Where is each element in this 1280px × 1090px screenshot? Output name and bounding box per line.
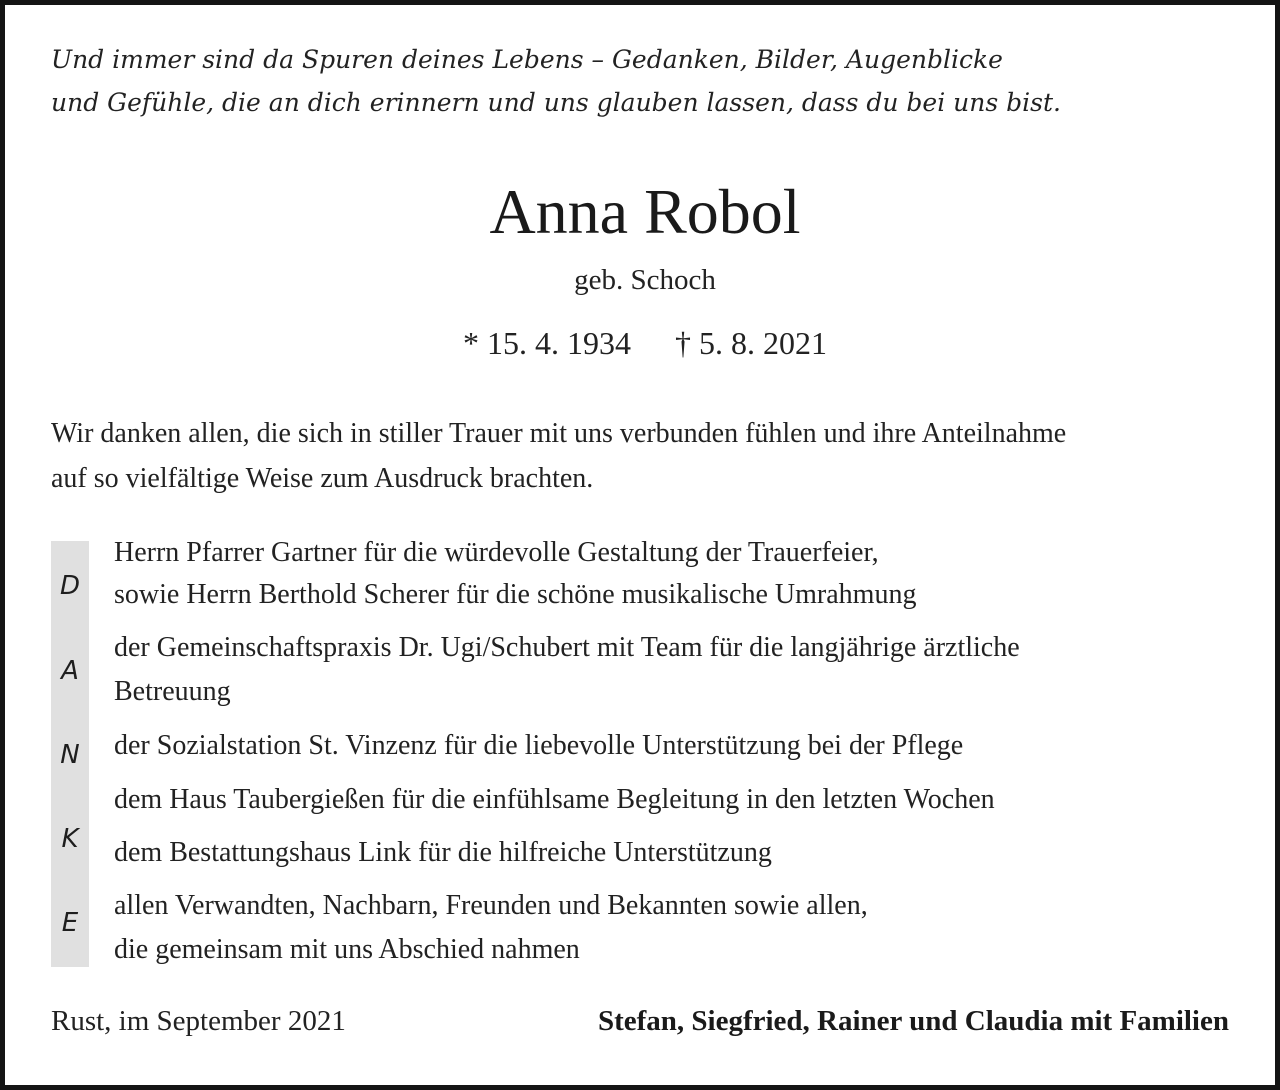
deceased-name: Anna Robol (489, 176, 801, 247)
thanks-item-line: Betreuung (114, 676, 231, 707)
place-date: Rust, im September 2021 (51, 1005, 346, 1037)
quote-line-1: Und immer sind da Spuren deines Lebens – Gedanken, Bilder, Augenblicke (51, 45, 1003, 74)
thanks-item-line: der Gemeinschaftspraxis Dr. Ugi/Schubert mit Team für die langjährige ärztliche (114, 632, 1020, 663)
thanks-item-line: sowie Herrn Berthold Scherer für die schöne musikalische Umrahmung (114, 579, 917, 610)
birth-date: * 15. 4. 1934 (463, 325, 631, 361)
danke-letter: D (59, 571, 81, 601)
thanks-item-line: dem Haus Taubergießen für die einfühlsame Begleitung in den letzten Wochen (114, 784, 995, 815)
danke-letter: K (61, 824, 79, 854)
signed-by: Stefan, Siegfried, Rainer und Claudia mit Familien (597, 1005, 1229, 1037)
thanks-intro-line-1: Wir danken allen, die sich in stiller Trauer mit uns verbunden fühlen und ihre Anteilnahme (51, 418, 1067, 449)
birth-name: geb. Schoch (574, 264, 716, 296)
thanks-intro-line-2: auf so vielfältige Weise zum Ausdruck brachten. (51, 463, 594, 494)
thanks-item-line: dem Bestattungshaus Link für die hilfreiche Unterstützung (114, 837, 772, 868)
thanks-item-line: Herrn Pfarrer Gartner für die würdevolle Gestaltung der Trauerfeier, (114, 537, 879, 568)
death-date: † 5. 8. 2021 (675, 325, 827, 361)
danke-letter: N (60, 740, 80, 770)
danke-letter: E (61, 908, 79, 938)
life-dates (5, 325, 1280, 362)
thanks-item-line: allen Verwandten, Nachbarn, Freunden und Bekannten sowie allen, (114, 890, 868, 921)
danke-letter: A (61, 656, 79, 686)
quote-line-2: und Gefühle, die an dich erinnern und uns glauben lassen, dass du bei uns bist. (51, 88, 1061, 117)
thanks-item-line: der Sozialstation St. Vinzenz für die liebevolle Unterstützung bei der Pflege (114, 730, 964, 761)
thanks-item-line: die gemeinsam mit uns Abschied nahmen (114, 934, 580, 965)
